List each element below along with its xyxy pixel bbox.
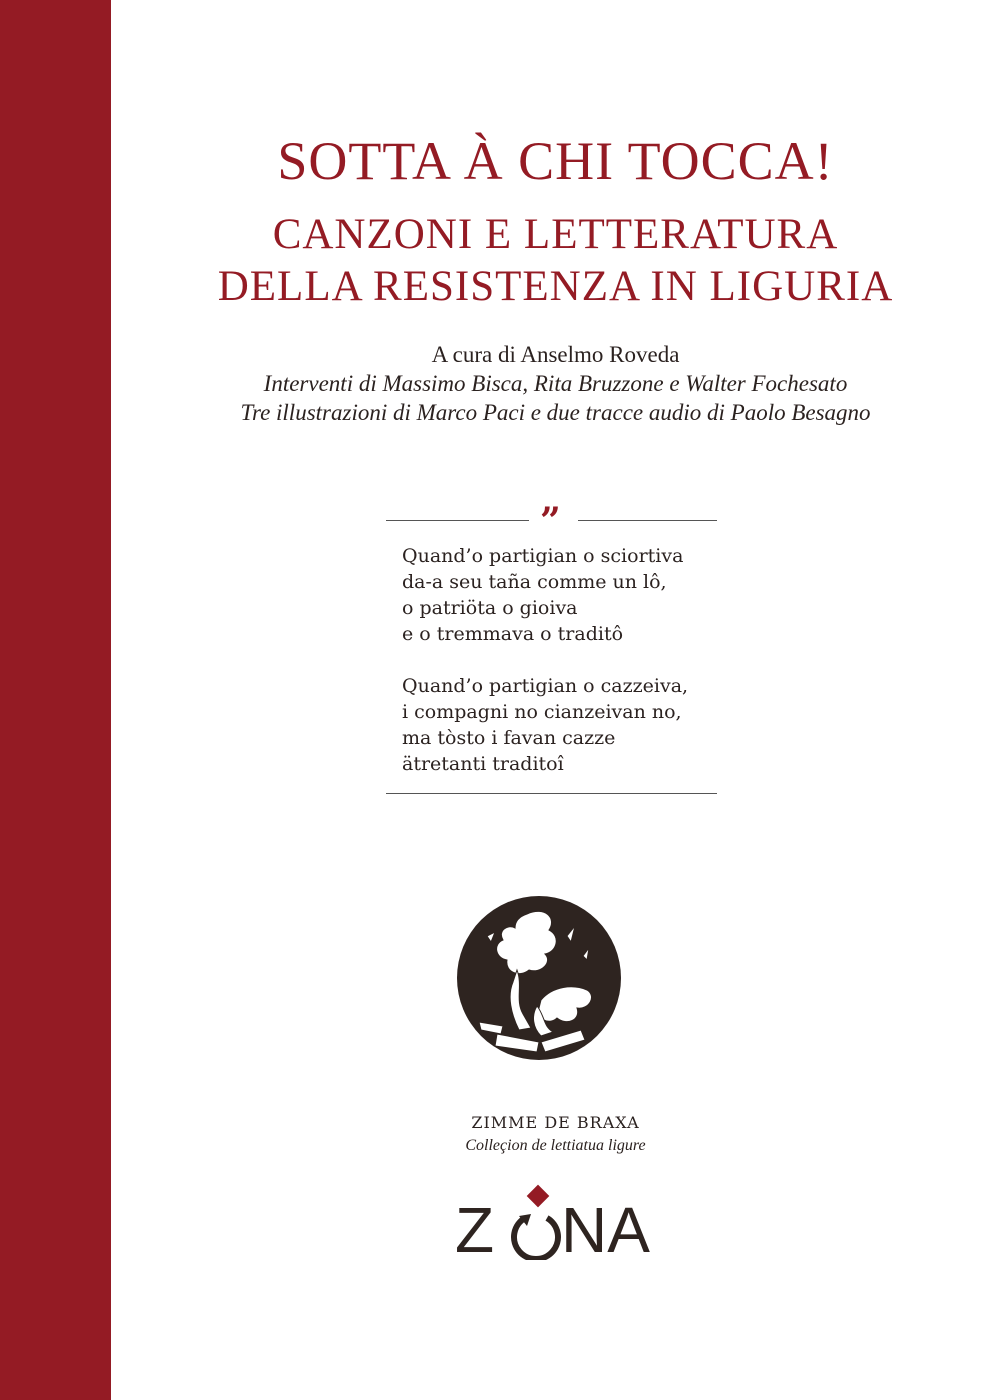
poem-line: ätretanti traditoî <box>402 753 564 775</box>
poem-line: ma tòsto i favan cazze <box>402 727 616 749</box>
campfire-emblem-icon <box>457 896 621 1060</box>
poem-line: o patriöta o gioiva <box>402 597 578 619</box>
logo-letter-z: Z <box>455 1194 495 1260</box>
quote-divider-top <box>386 500 717 542</box>
poem-line: i compagni no cianzeivan no, <box>402 701 682 723</box>
contributors-credit: Interventi di Massimo Bisca, Rita Bruzzone e Walter Fochesato <box>263 371 848 396</box>
divider-line-left <box>386 520 529 521</box>
poem-stanza-2 <box>402 673 688 777</box>
book-title: SOTTA À CHI TOCCA! <box>277 131 834 191</box>
poem-excerpt <box>402 543 688 803</box>
illustrations-audio-credit: Tre illustrazioni di Marco Paci e due tracce audio di Paolo Besagno <box>240 400 871 425</box>
cover-content <box>111 0 1000 1400</box>
credits <box>111 340 1000 427</box>
book-subtitle-line1: CANZONI E LETTERATURA <box>272 211 839 258</box>
poem-stanza-1 <box>402 543 688 647</box>
poem-line: da-a seu taña comme un lô, <box>402 571 667 593</box>
logo-diamond-icon <box>527 1185 550 1208</box>
zona-publisher-logo <box>455 1180 655 1260</box>
poem-line: Quand’o partigian o cazzeiva, <box>402 675 689 697</box>
editor-credit: A cura di Anselmo Roveda <box>431 342 680 367</box>
quote-mark-icon: ” <box>540 500 561 542</box>
poem-line: e o tremmava o traditô <box>402 623 624 645</box>
logo-letters-na: NA <box>561 1194 650 1260</box>
series-name: ZIMME DE BRAXA <box>471 1113 640 1132</box>
book-subtitle-line2: DELLA RESISTENZA IN LIGURIA <box>217 263 894 310</box>
poem-line: Quand’o partigian o sciortiva <box>402 545 684 567</box>
series-subtitle: Colleçion de lettiatua ligure <box>465 1137 646 1154</box>
red-spine-band <box>0 0 111 1400</box>
divider-line-right <box>578 520 717 521</box>
quote-divider-bottom <box>386 793 717 794</box>
